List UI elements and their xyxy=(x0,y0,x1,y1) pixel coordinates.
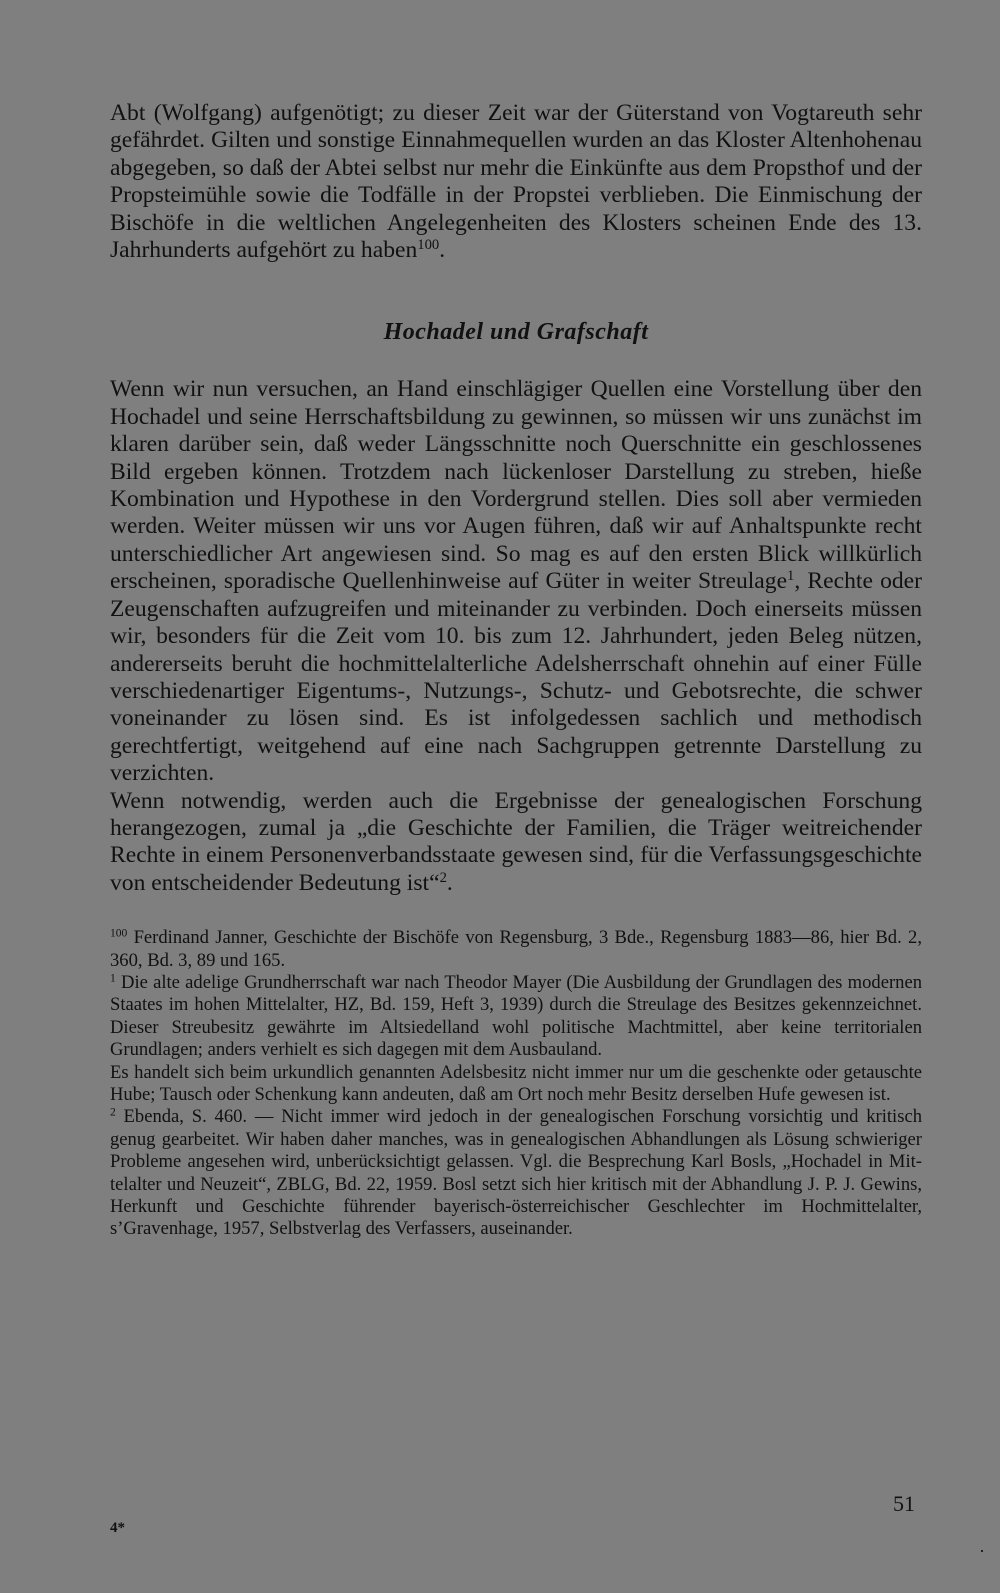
scan-speck xyxy=(981,1550,983,1552)
body-paragraph-2 xyxy=(110,376,922,787)
paragraph-2-text-b: , Rechte oder Zeugenschaften aufzugreifen und miteinander zu verbinden. Doch einerseits müssen wir, besonders für die Zeit vom 10. bis zum 12. Jahrhundert, jeden Beleg nützen, andererseits beruht die hochmittelalterliche Adelsherrschaft ohnehin auf einer Fülle verschiedenartiger Eigentums-, Nutzungs-, Schutz- und Gebotsrechte, die schwer voneinander zu lösen sind. Es ist infolgedessen sachlich und methodisch gerechtfertigt, weitgehend auf eine nach Sachgruppen getrennte Darstellung zu verzichten. xyxy=(110,568,922,787)
signature-mark: 4* xyxy=(110,1520,125,1536)
footnote-100 xyxy=(110,927,922,972)
footnote-2-text: Ebenda, S. 460. — Nicht immer wird jedoch in der genealogischen Forschung vorsichtig und kritisch genug gearbeitet. Wir haben daher manches, was in genealogischen Abhandlungen als Lösung schwieriger Probleme angesehen wird, unberücksichtigt gelassen. Vgl. die Besprechung Karl Bosls, „Hochadel in Mittelalter und Neuzeit“, ZBLG, Bd. 22, 1959. Bosl setzt sich hier kritisch mit der Abhandlung J. P. J. Gewins, Herkunft und Geschichte führender bayerisch-österreichischer Geschlechter im Hochmittelalter, s’Gravenhage, 1957, Selbstverlag des Verfassers, auseinander. xyxy=(110,1106,922,1240)
body-paragraph-1 xyxy=(110,100,922,264)
paragraph-1-text: Abt (Wolfgang) aufgenötigt; zu dieser Zeit war der Güterstand von Vogtareuth sehr gefährdet. Gilten und sonstige Einnahmequellen wurden an das Kloster Altenhohenau abgegeben, so daß der Abtei selbst nur mehr die Einkünfte aus dem Propsthof und der Propsteimühle sowie die Todfälle in der Propstei verblieben. Die Einmischung der Bischöfe in die weltlichen Angelegenheiten des Klosters scheinen Ende des 13. Jahrhunderts aufgehört zu haben xyxy=(110,100,922,264)
footnote-1-mark: 1 xyxy=(110,972,116,985)
footnote-1-text: Die alte adelige Grundherrschaft war nach Theodor Mayer (Die Ausbildung der Grundlagen des modernen Staates im hohen Mittelalter, HZ, Bd. 159, Heft 3, 1939) durch die Streulage des Besitzes gekennzeichnet. Dieser Streubesitz gewährte im Altsiedelland wohl politische Machtmittel, aber keine territorialen Grundlagen; anders verhielt es sich dagegen mit dem Ausbauland. xyxy=(110,971,922,1061)
footnote-2-mark: 2 xyxy=(110,1107,116,1120)
page-body xyxy=(110,100,922,1241)
footnote-ref-1: 1 xyxy=(787,568,795,585)
paragraph-2-text-a: Wenn wir nun versuchen, an Hand einschlägiger Quellen eine Vorstellung über den Hochadel und seine Herrschaftsbildung zu gewinnen, so müssen wir uns zunächst im klaren darüber sein, daß weder Längsschnitte noch Querschnitte ein geschlossenes Bild ergeben können. Trotzdem nach lückenloser Darstellung zu streben, hieße Kombination und Hypothese in den Vordergrund stellen. Dies soll aber vermieden werden. Weiter müssen wir uns vor Augen führen, daß wir auf Anhaltspunkte recht unterschiedlicher Art angewiesen sind. So mag es auf den ersten Blick willkürlich erscheinen, sporadische Quellenhinweise auf Güter in weiter Streulage xyxy=(110,376,922,595)
footnotes xyxy=(110,927,922,1241)
footnote-ref-100: 100 xyxy=(417,236,440,253)
section-heading: Hochadel und Grafschaft xyxy=(383,319,649,346)
paragraph-3-text: Wenn notwendig, werden auch die Ergebnisse der genealogischen Forschung herangezogen, zumal ja „die Geschichte der Familien, die Träger weitreichender Rechte in einem Personenverbandsstaate gewesen sind, für die Verfassungsgeschichte von entscheidender Bedeutung ist“ xyxy=(110,787,922,896)
paragraph-3-end: . xyxy=(446,869,453,896)
footnote-1 xyxy=(110,972,922,1062)
footnote-1-continued: Es handelt sich beim urkundlich genannten Adelsbesitz nicht immer nur um die geschenkte oder getauschte Hube; Tausch oder Schenkung kann andeuten, daß am Ort noch mehr Besitz derselben Hufe gewesen ist. xyxy=(110,1061,922,1105)
page-number: 51 xyxy=(893,1491,915,1516)
footnote-100-text: Ferdinand Janner, Geschichte der Bischöfe von Regensburg, 3 Bde., Regensburg 1883—86, hier Bd. 2, 360, Bd. 3, 89 und 165. xyxy=(110,927,922,971)
body-paragraph-3 xyxy=(110,788,922,898)
footnote-100-mark: 100 xyxy=(110,927,128,940)
footnote-ref-2: 2 xyxy=(439,869,447,886)
footnote-2 xyxy=(110,1106,922,1240)
paragraph-1-end: . xyxy=(439,237,446,264)
